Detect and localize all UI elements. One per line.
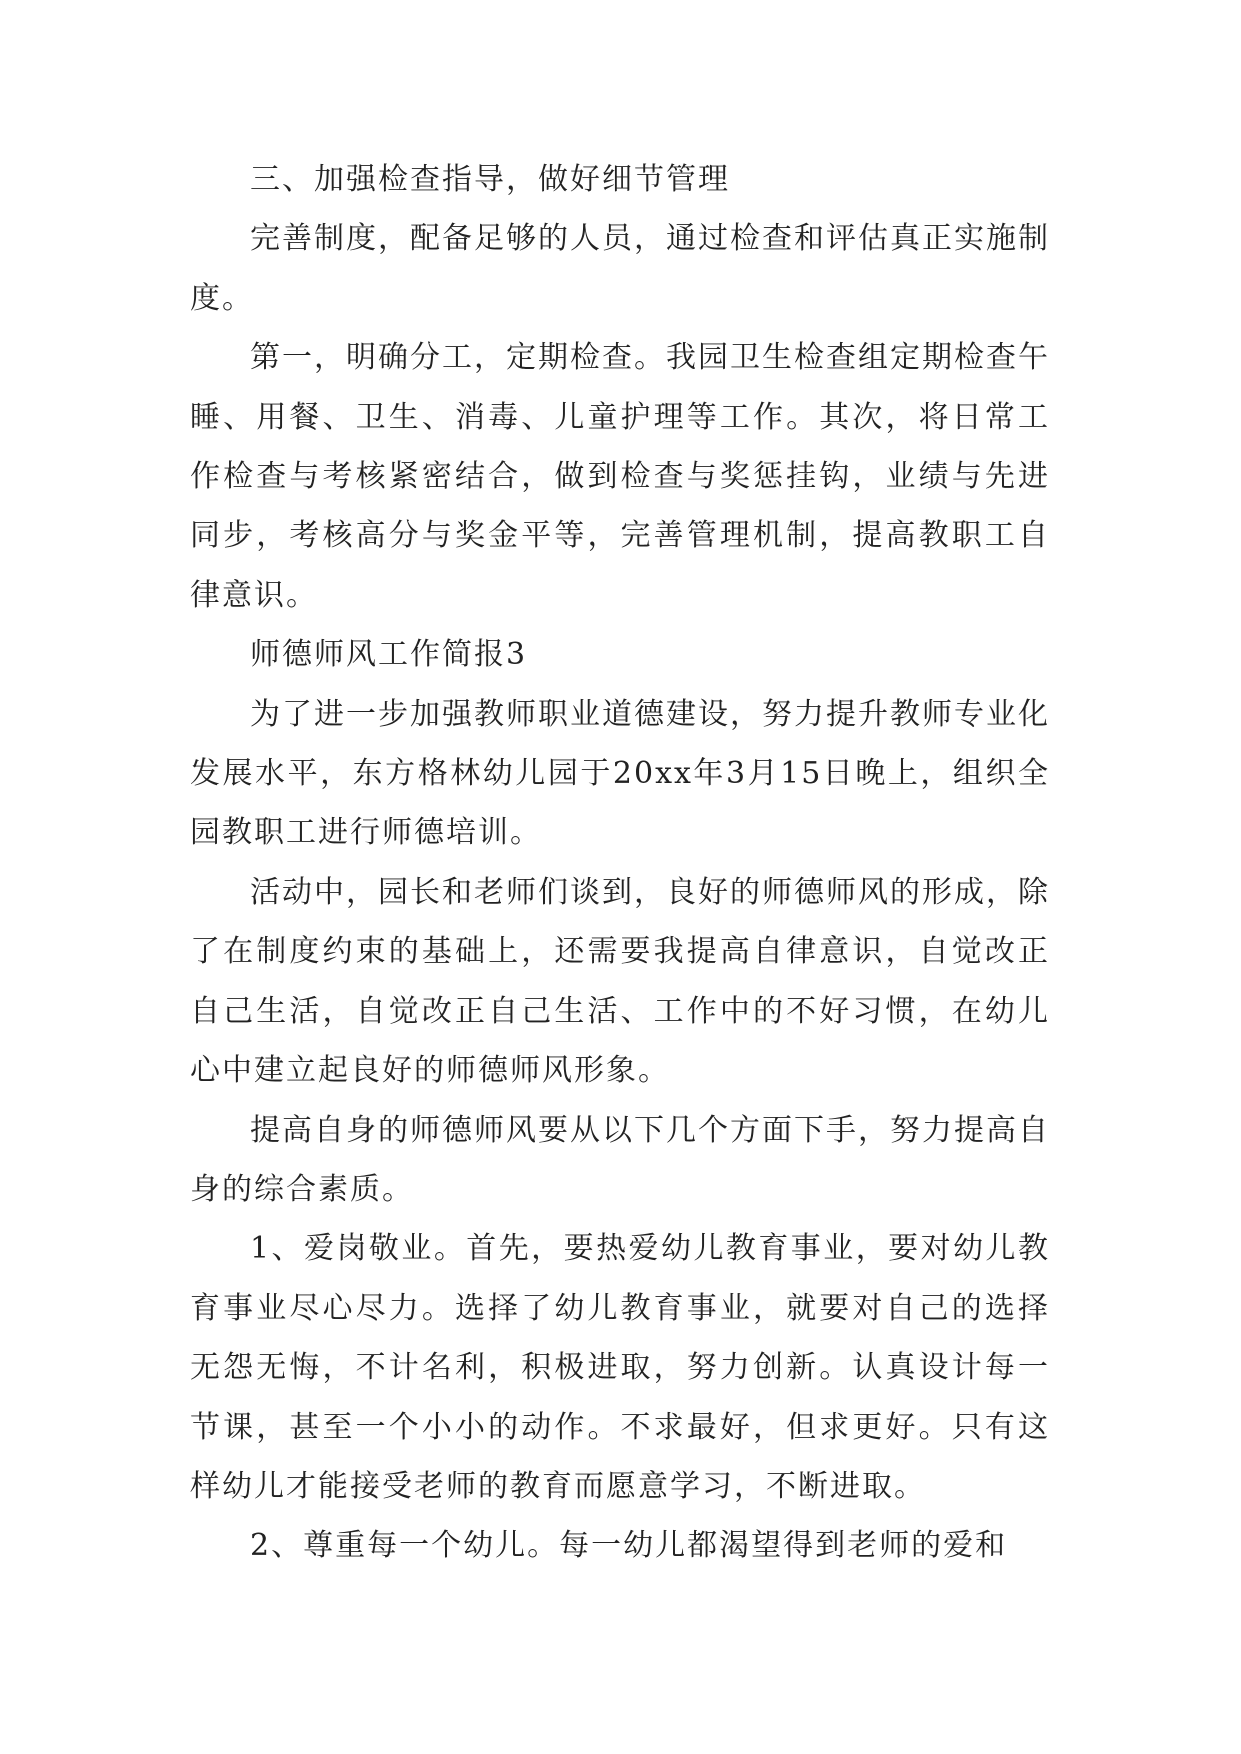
list-item: 2、尊重每一个幼儿。每一幼儿都渴望得到老师的爱和 xyxy=(250,1528,1008,1564)
paragraph: 第一，明确分工，定期检查。我园卫生检查组定期检查午睡、用餐、卫生、消毒、儿童护理等工作。其次，将日常工作检查与考核紧密结合，做到检查与奖惩挂钩，业绩与先进同步，考核高分与奖金平等，完善管理机制，提高教职工自律意识。 xyxy=(190,340,1050,613)
paragraph: 提高自身的师德师风要从以下几个方面下手，努力提高自身的综合素质。 xyxy=(190,1112,1050,1207)
document-body xyxy=(190,150,1050,1576)
paragraph: 活动中，园长和老师们谈到，良好的师德师风的形成，除了在制度约束的基础上，还需要我提高自律意识，自觉改正自己生活，自觉改正自己生活、工作中的不好习惯，在幼儿心中建立起良好的师德师风形象。 xyxy=(190,874,1050,1089)
paragraph: 为了进一步加强教师职业道德建设，努力提升教师专业化发展水平，东方格林幼儿园于20xx年3月15日晚上，组织全园教职工进行师德培训。 xyxy=(190,696,1050,851)
section-heading: 三、加强检查指导，做好细节管理 xyxy=(250,162,730,197)
paragraph: 完善制度，配备足够的人员，通过检查和评估真正实施制度。 xyxy=(190,221,1050,316)
list-item: 1、爱岗敬业。首先，要热爱幼儿教育事业，要对幼儿教育事业尽心尽力。选择了幼儿教育事业，就要对自己的选择无怨无悔，不计名利，积极进取，努力创新。认真设计每一节课，甚至一个小小的动作。不求最好，但求更好。只有这样幼儿才能接受老师的教育而愿意学习，不断进取。 xyxy=(190,1231,1050,1504)
report-title: 师德师风工作简报3 xyxy=(250,637,528,673)
